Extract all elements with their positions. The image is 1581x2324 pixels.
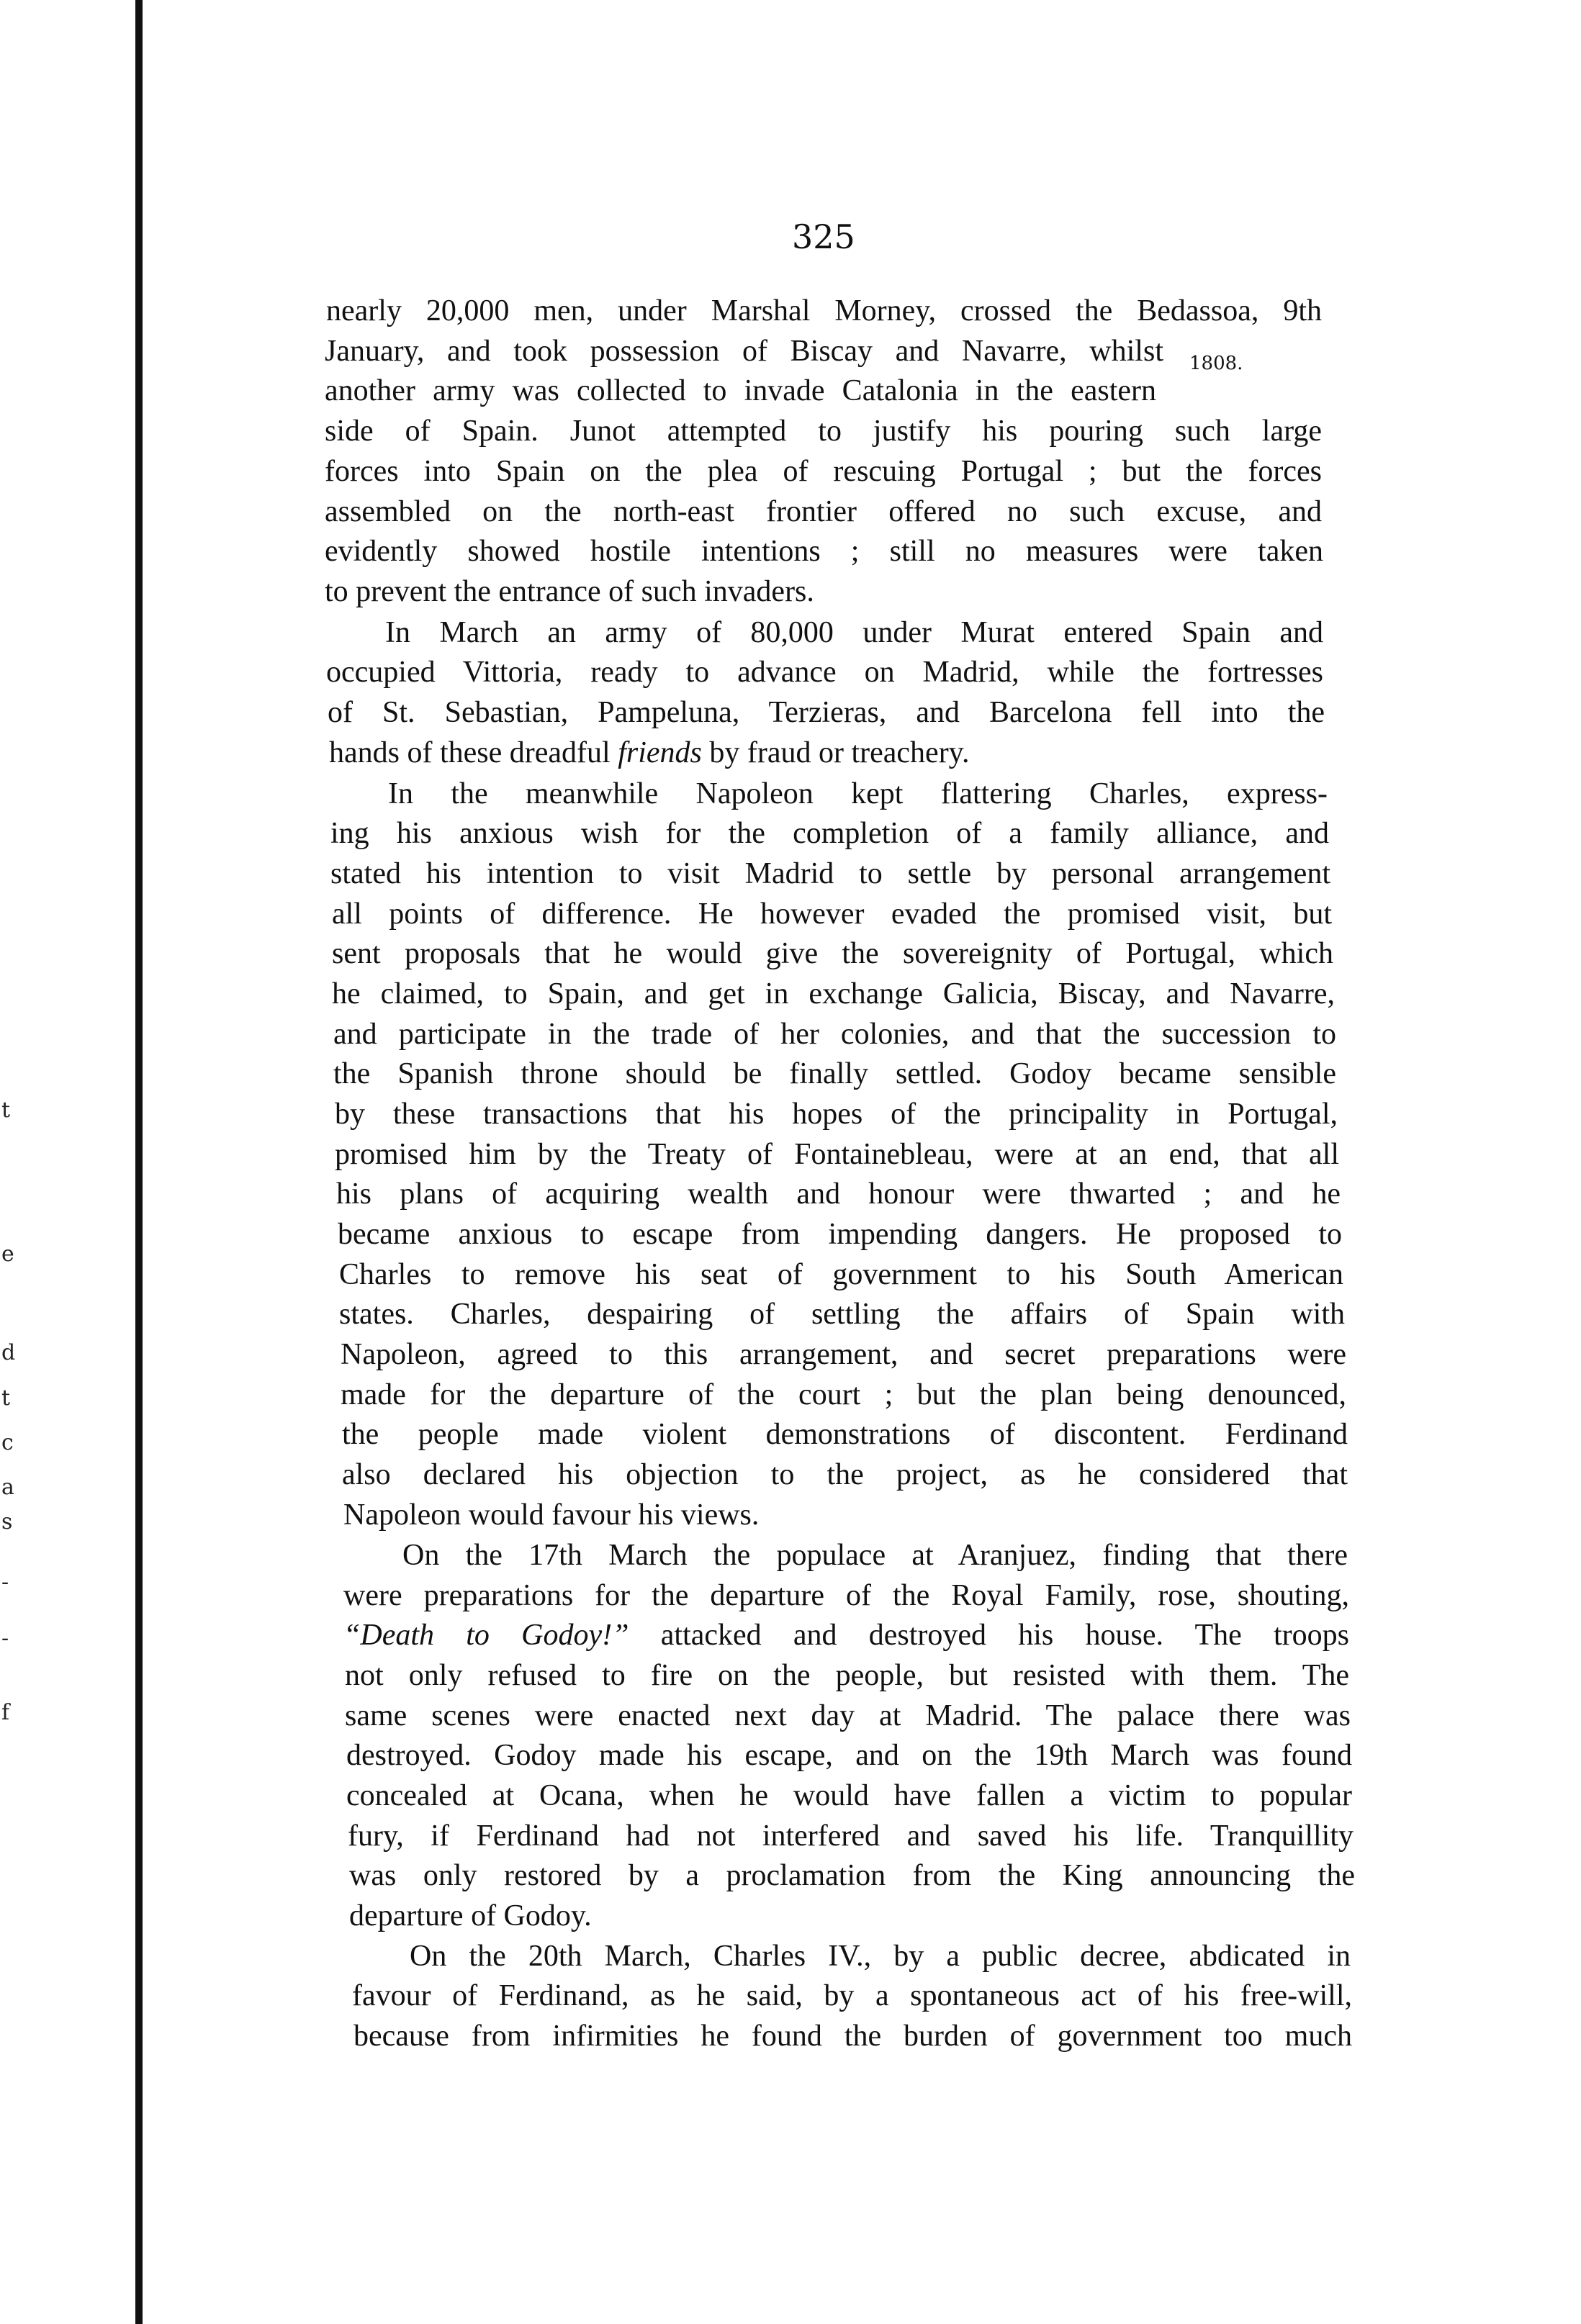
gutter-mark: d [1, 1340, 16, 1365]
text-line: In March an army of 80,000 under Murat entered Spain and [385, 616, 1323, 649]
text-line: stated his intention to visit Madrid to settle by personal arrangement [330, 857, 1330, 890]
text-line: to prevent the entrance of such invaders. [325, 575, 814, 608]
italic-quote: “Death to Godoy!” [343, 1619, 629, 1652]
text-line: the people made violent demonstrations of discontent. Ferdinand [342, 1418, 1348, 1451]
text-line: Napoleon, agreed to this arrangement, and secret preparations were [341, 1338, 1346, 1371]
text-line: promised him by the Treaty of Fontainebleau, were at an end, that all [335, 1138, 1339, 1171]
text-line: destroyed. Godoy made his escape, and on the 19th March was found [346, 1739, 1352, 1772]
text-line: the Spanish throne should be finally settled. Godoy became sensible [333, 1057, 1336, 1090]
gutter-mark: s [1, 1509, 13, 1534]
text-line: nearly 20,000 men, under Marshal Morney, crossed the Bedassoa, 9th [326, 294, 1322, 327]
text-line: became anxious to escape from impending dangers. He proposed to [338, 1218, 1342, 1251]
gutter-mark: - [1, 1626, 9, 1651]
text-line: ing his anxious wish for the completion of a family alliance, and [330, 817, 1329, 850]
text-line: because from infirmities he found the burden of government too much [353, 2020, 1352, 2053]
text-line: his plans of acquiring wealth and honour were thwarted ; and he [336, 1177, 1341, 1211]
text-line: he claimed, to Spain, and get in exchange Galicia, Biscay, and Navarre, [332, 977, 1335, 1010]
gutter-mark: e [1, 1242, 14, 1267]
text-line: and participate in the trade of her colonies, and that the succession to [333, 1018, 1336, 1051]
text-line: In the meanwhile Napoleon kept flattering Charles, express- [388, 777, 1328, 810]
text-line: fury, if Ferdinand had not interfered and saved his life. Tranquillity [348, 1819, 1353, 1853]
text-line: were preparations for the departure of the Royal Family, rose, shouting, [343, 1579, 1349, 1612]
gutter-mark: t [1, 1385, 11, 1411]
text-line: Napoleon would favour his views. [343, 1498, 760, 1532]
text-line-with-italic [329, 733, 1193, 773]
text-line: of St. Sebastian, Pampeluna, Terzieras, and Barcelona fell into the [328, 696, 1325, 729]
text-line-with-italic [343, 1615, 1349, 1655]
previous-page-gutter [0, 0, 144, 2324]
text-line: departure of Godoy. [349, 1899, 592, 1932]
text-line: concealed at Ocana, when he would have fallen a victim to popular [346, 1779, 1352, 1812]
text-line: also declared his objection to the project, as he considered that [342, 1458, 1348, 1491]
text-line: side of Spain. Junot attempted to justify his pouring such large [325, 415, 1322, 448]
page-number: 325 [792, 217, 855, 256]
text-line: by these transactions that his hopes of the principality in Portugal, [335, 1098, 1338, 1131]
text-line: sent proposals that he would give the sovereignity of Portugal, which [332, 937, 1333, 970]
gutter-mark: c [1, 1430, 14, 1455]
text-line: favour of Ferdinand, as he said, by a spontaneous act of his free-will, [352, 1979, 1352, 2012]
gutter-mark: a [1, 1475, 14, 1500]
text-line: was only restored by a proclamation from the King announcing the [349, 1859, 1355, 1892]
text-line: On the 20th March, Charles IV., by a public decree, abdicated in [410, 1940, 1351, 1973]
page-edge-line [135, 0, 143, 2324]
gutter-mark: t [1, 1098, 11, 1123]
gutter-mark: f [1, 1700, 10, 1725]
text-line: January, and took possession of Biscay and Navarre, whilst [325, 335, 1163, 368]
line-text: attacked and destroyed his house. The troops [660, 1619, 1350, 1652]
text-line: states. Charles, despairing of settling the affairs of Spain with [339, 1298, 1345, 1331]
text-line: On the 17th March the populace at Aranjuez, finding that there [402, 1539, 1348, 1572]
text-line: assembled on the north-east frontier offered no such excuse, and [325, 495, 1322, 528]
italic-word: friends [618, 736, 702, 769]
text-line: same scenes were enacted next day at Madrid. The palace there was [345, 1699, 1351, 1732]
text-line: not only refused to fire on the people, but resisted with them. The [345, 1659, 1349, 1692]
text-line: made for the departure of the court ; but the plan being denounced, [341, 1378, 1346, 1411]
margin-date-note: 1808. [1189, 353, 1243, 374]
line-text: hands of these dreadful [329, 736, 611, 769]
text-line: forces into Spain on the plea of rescuing Portugal ; but the forces [325, 455, 1322, 488]
text-line: Charles to remove his seat of government to his South American [339, 1258, 1343, 1291]
line-text: by fraud or treachery. [701, 736, 970, 769]
text-line: evidently showed hostile intentions ; still no measures were taken [325, 535, 1323, 568]
text-line: occupied Vittoria, ready to advance on Madrid, while the fortresses [326, 656, 1323, 689]
gutter-mark: - [1, 1570, 9, 1595]
text-line: another army was collected to invade Catalonia in the eastern [325, 374, 1156, 407]
text-line: all points of difference. He however evaded the promised visit, but [332, 898, 1332, 931]
